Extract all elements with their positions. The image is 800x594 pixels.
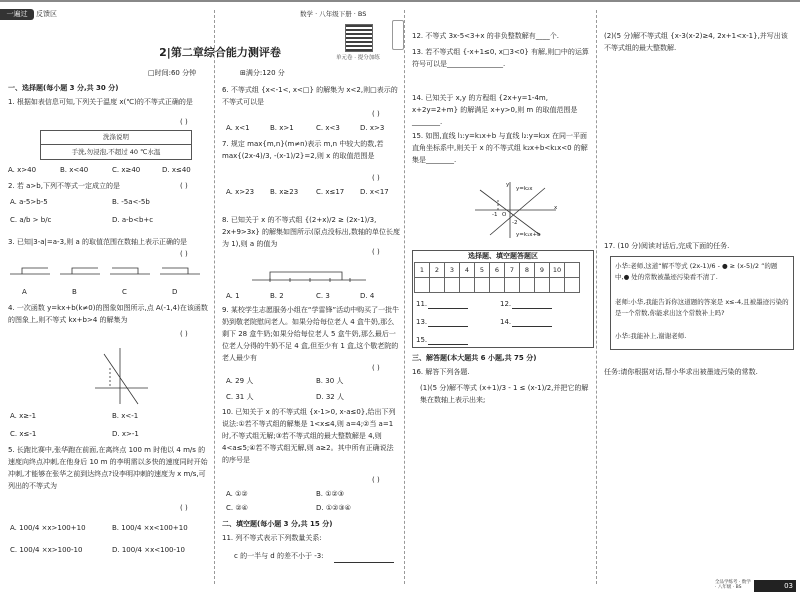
page-number: 03	[754, 580, 796, 592]
option-a: A. 100/4 ×x>100+10	[10, 524, 86, 532]
question-7: 7. 规定 max{m,n}(m≠n)表示 m,n 中较大的数,若 max{(2x-4)/3, -(x-1)/2}=2,则 x 的取值范围是	[222, 140, 384, 160]
option-b: B. x<-1	[112, 412, 139, 420]
option-a: A. a-5>b-5	[10, 198, 48, 206]
fill-label-13: 13.	[416, 318, 428, 326]
footer-caption: 全品学练考 · 数学 · 八年级 · BS	[715, 580, 751, 590]
subject-label: 数学 · 八年级下册 · BS	[300, 10, 367, 18]
question-5: 5. 长跑比赛中,张华跑在前面,在离终点 100 m 时他以 4 m/s 的速度向终点冲刺,在他身后 10 m 的李明需以多快的速度同时开始冲刺,才能够在张华之前到达终点?设李明冲刺的速度为 x m/s,可列出的不等式为	[8, 446, 208, 490]
answer-blank	[428, 344, 468, 345]
answer-cell: 7	[505, 263, 520, 278]
option-b: B. -5a<-5b	[112, 198, 150, 206]
option-b: B. 100/4 ×x<100+10	[112, 524, 188, 532]
answer-blank	[334, 562, 394, 563]
question-9: 9. 某校学生志愿服务小组在“学雷锋”活动中购买了一批牛奶到敬老院慰问老人。如果分给每位老人 4 盒牛奶,那么剩下 28 盒牛奶;如果分给每位老人 5 盒牛奶,那么最后一位老人分得的牛奶不足 4 盒,但至少有 1 盒,这个敬老院的老人最少有	[222, 306, 400, 362]
answer-cell: 1	[415, 263, 430, 278]
dialog-box	[610, 256, 794, 350]
answer-paren: ( )	[180, 250, 188, 258]
answer-blank	[428, 308, 468, 309]
answer-cell: 2	[430, 263, 445, 278]
question-3: 3. 已知|3-a|=a-3,则 a 的取值范围在数轴上表示正确的是	[8, 238, 187, 246]
option-c: C. x≤17	[316, 188, 345, 196]
question-11-line: c 的一半与 d 的差不小于 -3:	[234, 552, 324, 560]
answer-paren: ( )	[180, 118, 188, 126]
graph-label: y	[506, 182, 510, 188]
fill-label-15: 15.	[416, 336, 428, 344]
option-d: D. x≤40	[162, 166, 191, 174]
answer-cell: 4	[460, 263, 475, 278]
option-a: A. x≥-1	[10, 412, 37, 420]
dialog-line: 老师:小华,我能告诉你这道题的答案是 x≤-4,且被墨迹污染的是一个常数,你能求出这个常数补上吗?	[615, 298, 789, 317]
question-1: 1. 根据如表信息可知,下列关于温度 x(℃)的不等式正确的是	[8, 98, 193, 106]
answer-cell: 5	[475, 263, 490, 278]
option-c: C. 3	[316, 292, 330, 300]
graph-label: -2	[512, 220, 518, 226]
option-d: D. x>-1	[112, 430, 139, 438]
section-heading: 三、解答题(本大题共 6 小题,共 75 分)	[412, 354, 537, 362]
option-d: D. ①②③④	[316, 504, 351, 512]
option-d: D. a-b<b+c	[112, 216, 154, 224]
answer-cell: 3	[445, 263, 460, 278]
fill-label-11: 11.	[416, 300, 428, 308]
option-c: C. a/b > b/c	[10, 216, 52, 224]
brand-tag: 一遍过	[0, 9, 34, 20]
answer-paren: ( )	[372, 174, 380, 182]
answer-blank	[512, 326, 552, 327]
option-b: B. x<40	[60, 166, 89, 174]
question-11: 11. 列不等式表示下列数量关系:	[222, 534, 322, 542]
question-16-part-2: (2)(5 分)解不等式组 {x-3(x-2)≥4, 2x+1<x-1},并写出该不等式组的最大整数解.	[604, 32, 788, 52]
function-graph	[90, 346, 150, 406]
option-d: D. 100/4 ×x<100-10	[112, 546, 185, 554]
table-title: 洗涤说明	[41, 131, 191, 145]
answer-paren: ( )	[372, 110, 380, 118]
section-heading: 一、选择题(每小题 3 分,共 30 分)	[8, 84, 119, 92]
graph-label: -1	[492, 212, 498, 218]
question-16: 16. 解答下列各题.	[412, 368, 470, 376]
column-divider	[596, 10, 597, 584]
graph-label: y=k₁x+b	[516, 232, 541, 238]
option-c: C. 100/4 ×x>100-10	[10, 546, 83, 554]
answer-paren: ( )	[372, 364, 380, 372]
answer-area-title: 选择题、填空题答题区	[468, 252, 538, 260]
answer-cell: 9	[535, 263, 550, 278]
feedback-tag: 反馈区	[36, 10, 57, 18]
lines-graph	[470, 180, 560, 240]
option-a: A. ①②	[226, 490, 248, 498]
table-body: 手洗,勿浸泡,不超过 40 ℃水温	[71, 148, 161, 156]
option-b: B. ①②③	[316, 490, 345, 498]
dialog-line: 小华:老师,这道“解不等式 (2x-1)/6 - ● ≥ (x-5)/2 ”的题中,● 处的常数被墨迹污染看不清了.	[615, 262, 778, 281]
option-d: D. 32 人	[316, 393, 344, 401]
option-c: C	[122, 288, 127, 296]
bookmark-icon	[392, 20, 404, 50]
option-a: A. x>40	[8, 166, 37, 174]
question-17: 17. (10 分)阅读对话后,完成下面的任务.	[604, 242, 730, 250]
fill-label-14: 14.	[500, 318, 512, 326]
option-d: D. x<17	[360, 188, 389, 196]
number-line-options	[8, 264, 208, 284]
option-c: C. x≥40	[112, 166, 141, 174]
answer-paren: ( )	[372, 248, 380, 256]
answer-paren: ( )	[180, 504, 188, 512]
answer-paren: ( )	[180, 182, 188, 190]
graph-label: O	[502, 212, 507, 218]
option-b: B. 30 人	[316, 377, 344, 385]
top-rule	[0, 0, 800, 2]
number-line	[250, 266, 370, 288]
section-heading: 二、填空题(每小题 3 分,共 15 分)	[222, 520, 333, 528]
qr-code	[345, 24, 373, 52]
option-d: D. 4	[360, 292, 375, 300]
washing-label-table	[40, 130, 192, 160]
option-a: A. 1	[226, 292, 240, 300]
question-12: 12. 不等式 3x-5<3+x 的非负整数解有____个.	[412, 32, 559, 40]
option-a: A. 29 人	[226, 377, 254, 385]
question-8: 8. 已知关于 x 的不等式组 {(2+x)/2 ≥ (2x-1)/3, 2x+9>3x} 的解集如图所示(原点没标出,数轴的单位长度为 1),则 a 的值为	[222, 216, 401, 248]
answer-cell	[565, 263, 580, 278]
option-b: B	[72, 288, 77, 296]
option-a: A. x<1	[226, 124, 250, 132]
answer-cell: 10	[550, 263, 565, 278]
answer-blank	[428, 326, 468, 327]
option-a: A. x>23	[226, 188, 255, 196]
graph-label: y=k₂x	[516, 186, 533, 192]
question-14: 14. 已知关于 x,y 的方程组 {2x+y=1-4m, x+2y=2+m} 的解满足 x+y>0,则 m 的取值范围是________.	[412, 94, 578, 126]
answer-cell: 6	[490, 263, 505, 278]
option-c: C. ②④	[226, 504, 248, 512]
answer-grid	[414, 262, 580, 293]
question-2: 2. 若 a>b,下列不等式一定成立的是	[8, 182, 120, 190]
answer-paren: ( )	[372, 476, 380, 484]
page-title: 2|第二章综合能力测评卷	[159, 46, 281, 59]
time-limit: □时间:60 分钟	[148, 69, 197, 77]
option-c: C. 31 人	[226, 393, 254, 401]
question-13: 13. 若不等式组 {-x+1≤0, x□3<0} 有解,则□中的运算符号可以是________________.	[412, 48, 589, 68]
answer-blank	[512, 308, 552, 309]
graph-label: x	[554, 205, 558, 211]
column-divider	[404, 10, 405, 584]
question-4: 4. 一次函数 y=kx+b(k≠0)的图象如图所示,点 A(-1,4)在该函数的图象上,则不等式 kx+b>4 的解集为	[8, 304, 208, 324]
option-d: D	[172, 288, 178, 296]
answer-cell: 8	[520, 263, 535, 278]
option-c: C. x≤-1	[10, 430, 37, 438]
question-16-part-1: (1)(5 分)解不等式 (x+1)/3 - 1 ≤ (x-1)/2,并把它的解集在数轴上表示出来;	[420, 384, 589, 404]
option-b: B. x≥23	[270, 188, 299, 196]
column-divider	[214, 10, 215, 584]
option-a: A	[22, 288, 27, 296]
qr-caption: 单元卷 · 提分加练	[336, 55, 380, 61]
option-d: D. x>3	[360, 124, 385, 132]
question-6: 6. 不等式组 {x<-1<, x<□} 的解集为 x<2,则□表示的不等式可以是	[222, 86, 398, 106]
question-15: 15. 如图,直线 l₁:y=k₁x+b 与直线 l₂:y=k₂x 在同一平面直角坐标系中,则关于 x 的不等式组 k₂x+b<k₁x<0 的解集是________.	[412, 132, 588, 164]
fill-label-12: 12.	[500, 300, 512, 308]
question-10: 10. 已知关于 x 的不等式组 {x-1>0, x-a≤0},给出下列说法:①若不等式组的解集是 1<x≤4,则 a=4;②当 a=1 时,不等式组无解;③若不等式组的最大整数解是 4,则 4<a≤5;④若不等式组无解,则 a≥2。其中所有正确说法的序号是	[222, 408, 396, 464]
option-c: C. x<3	[316, 124, 340, 132]
question-17-task: 任务:请你根据对话,帮小华求出被墨迹污染的常数.	[604, 368, 758, 376]
option-b: B. 2	[270, 292, 284, 300]
option-b: B. x>1	[270, 124, 294, 132]
full-score: ⊞满分:120 分	[240, 69, 285, 77]
answer-paren: ( )	[180, 330, 188, 338]
dialog-line: 小华:我能补上,谢谢老师.	[615, 332, 687, 340]
